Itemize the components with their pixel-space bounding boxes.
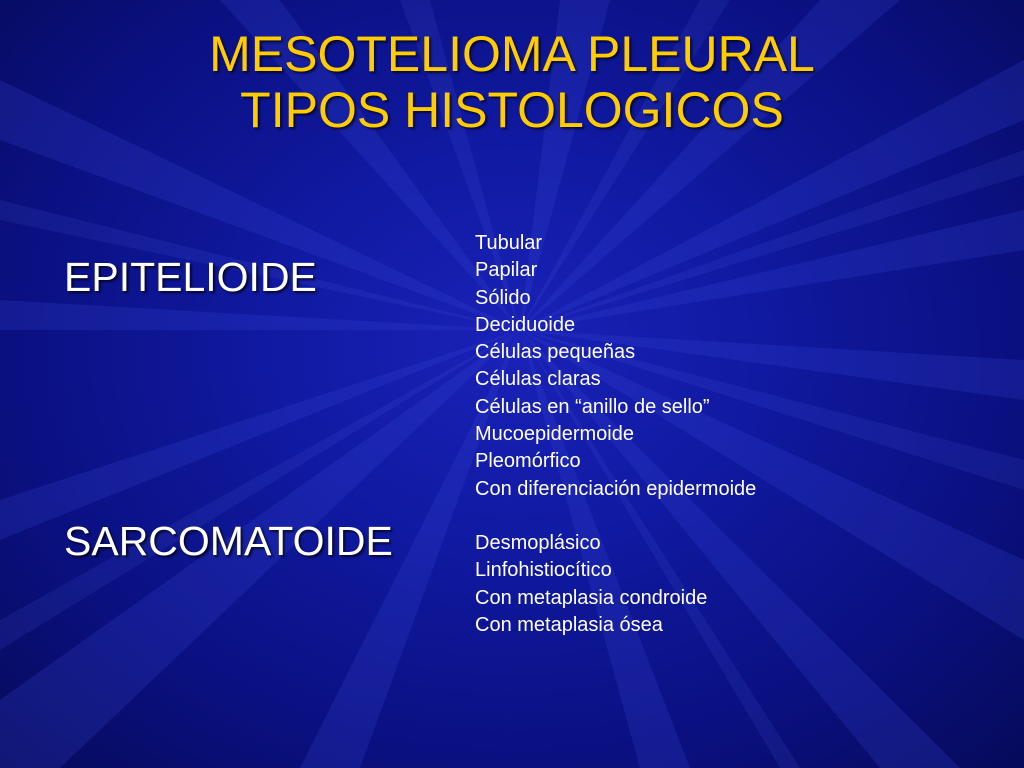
list-item: Células en “anillo de sello” — [475, 395, 710, 418]
title-line-1: MESOTELIOMA PLEURAL — [209, 26, 815, 82]
list-item: Con metaplasia condroide — [475, 586, 708, 609]
list-item: Desmoplásico — [475, 532, 601, 554]
list-item: Tubular — [475, 232, 543, 254]
list-item: Células pequeñas — [475, 341, 636, 364]
slide-title — [0, 26, 1024, 138]
subtype-list-sarcomatoide — [475, 530, 707, 639]
category-sarcomatoide: SARCOMATOIDE — [64, 518, 393, 564]
list-item: Células claras — [475, 368, 601, 391]
list-item: Con diferenciación epidermoide — [475, 477, 757, 500]
category-epitelioide: EPITELIOIDE — [64, 254, 317, 300]
list-item: Mucoepidermoide — [475, 423, 634, 446]
list-item: Deciduoide — [475, 313, 576, 336]
list-item: Papilar — [475, 259, 538, 282]
list-item: Pleomórfico — [475, 450, 581, 473]
list-item: Con metaplasia ósea — [475, 613, 663, 636]
title-line-2: TIPOS HISTOLOGICOS — [240, 82, 784, 138]
subtype-list-epitelioide — [475, 230, 756, 503]
list-item: Sólido — [475, 286, 531, 309]
list-item: Linfohistiocítico — [475, 559, 612, 582]
